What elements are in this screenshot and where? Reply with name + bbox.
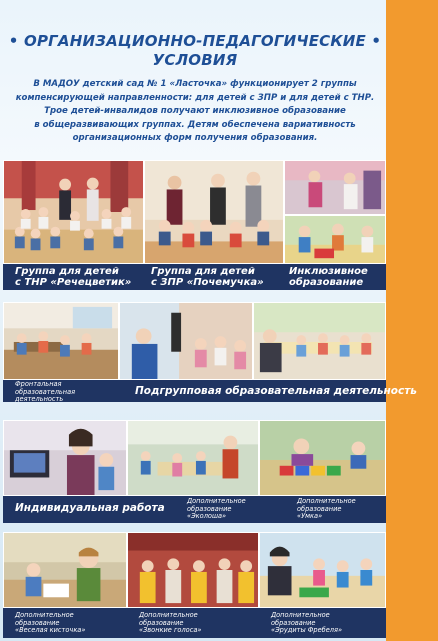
caption-band-4: [3, 608, 386, 638]
caption-line: образование: [139, 618, 184, 627]
caption-ecolosha: [187, 498, 246, 521]
intro-line: В МАДОУ детский сад № 1 «Ласточка» функционирует 2 группы: [33, 79, 357, 89]
caption-inclusive: [289, 266, 368, 288]
caption-line: Дополнительное: [187, 497, 246, 505]
photo-subgroup-1: [119, 302, 253, 380]
caption-line: с ЗПР «Почемучка»: [151, 277, 264, 288]
caption-line: Группа для детей: [15, 266, 119, 277]
caption-line: образование: [289, 277, 364, 288]
photo-group-zpr: [144, 160, 284, 264]
photo-eruditi-frebelya: [259, 532, 386, 608]
caption-zvonkie-golosa: [139, 612, 201, 635]
caption-line: образование: [271, 618, 316, 627]
caption-line: деятельность: [15, 395, 64, 403]
caption-line: «Эрудиты Фребеля»: [271, 626, 343, 634]
intro-line: компенсирующей направленности: для детей с ЗПР и для детей с ТНР.: [15, 92, 375, 103]
caption-line: «Звонкие голоса»: [139, 626, 202, 634]
photo-group-tnr: [3, 160, 144, 264]
intro-text: [10, 78, 380, 146]
caption-line: образование: [297, 504, 342, 513]
caption-line: Дополнительное: [271, 611, 330, 619]
caption-frontal: [15, 381, 75, 404]
caption-line: Инклюзивное: [289, 266, 368, 277]
caption-line: образование: [15, 618, 60, 627]
photo-inclusive-2: [284, 215, 386, 264]
photo-individual: [3, 420, 127, 496]
caption-group-zpr: [151, 266, 264, 288]
page-title-line2: УСЛОВИЯ: [152, 51, 238, 69]
caption-line: Фронтальная: [15, 380, 62, 388]
photo-frontal: [3, 302, 119, 380]
intro-line: Трое детей-инвалидов получают инклюзивное образование: [44, 106, 346, 116]
photo-inclusive-1: [284, 160, 386, 215]
page-title: [4, 32, 386, 70]
intro-line: организационных форм получения образования.: [72, 133, 318, 143]
page-title-line1: • ОРГАНИЗАЦИОННО-ПЕДАГОГИЧЕСКИЕ •: [8, 32, 382, 50]
caption-umka: [297, 498, 356, 521]
caption-line: образовательная: [15, 387, 76, 396]
photo-zvonkie-golosa: [127, 532, 259, 608]
intro-line: в общеразвивающих группах. Детям обеспечена вариативность: [34, 119, 356, 130]
photo-veselaya-kistochka: [3, 532, 127, 608]
caption-line: «Умка»: [297, 512, 323, 520]
caption-line: Дополнительное: [15, 611, 74, 619]
caption-line: Дополнительное: [297, 497, 356, 505]
caption-band-2: [3, 380, 417, 403]
photo-umka: [259, 420, 386, 496]
caption-subgroup: Подгрупповая образовательная деятельность: [135, 385, 417, 397]
caption-line: образование: [187, 504, 232, 513]
photo-ecolosha: [127, 420, 259, 496]
caption-line: Группа для детей: [151, 266, 255, 277]
photo-subgroup-2: [253, 302, 386, 380]
caption-individual: Индивидуальная работа: [15, 502, 165, 514]
caption-line: с ТНР «Речецветик»: [15, 277, 132, 288]
caption-eruditi-frebelya: [271, 612, 342, 635]
caption-line: «Веселая кисточка»: [15, 626, 86, 634]
caption-band-3: [3, 496, 386, 523]
caption-line: Дополнительное: [139, 611, 198, 619]
caption-group-tnr: [15, 266, 131, 288]
caption-veselaya-kistochka: [15, 612, 85, 635]
caption-line: «Эколоша»: [187, 512, 227, 520]
orange-side-stripe: [386, 0, 438, 641]
caption-band-1: [3, 264, 386, 290]
